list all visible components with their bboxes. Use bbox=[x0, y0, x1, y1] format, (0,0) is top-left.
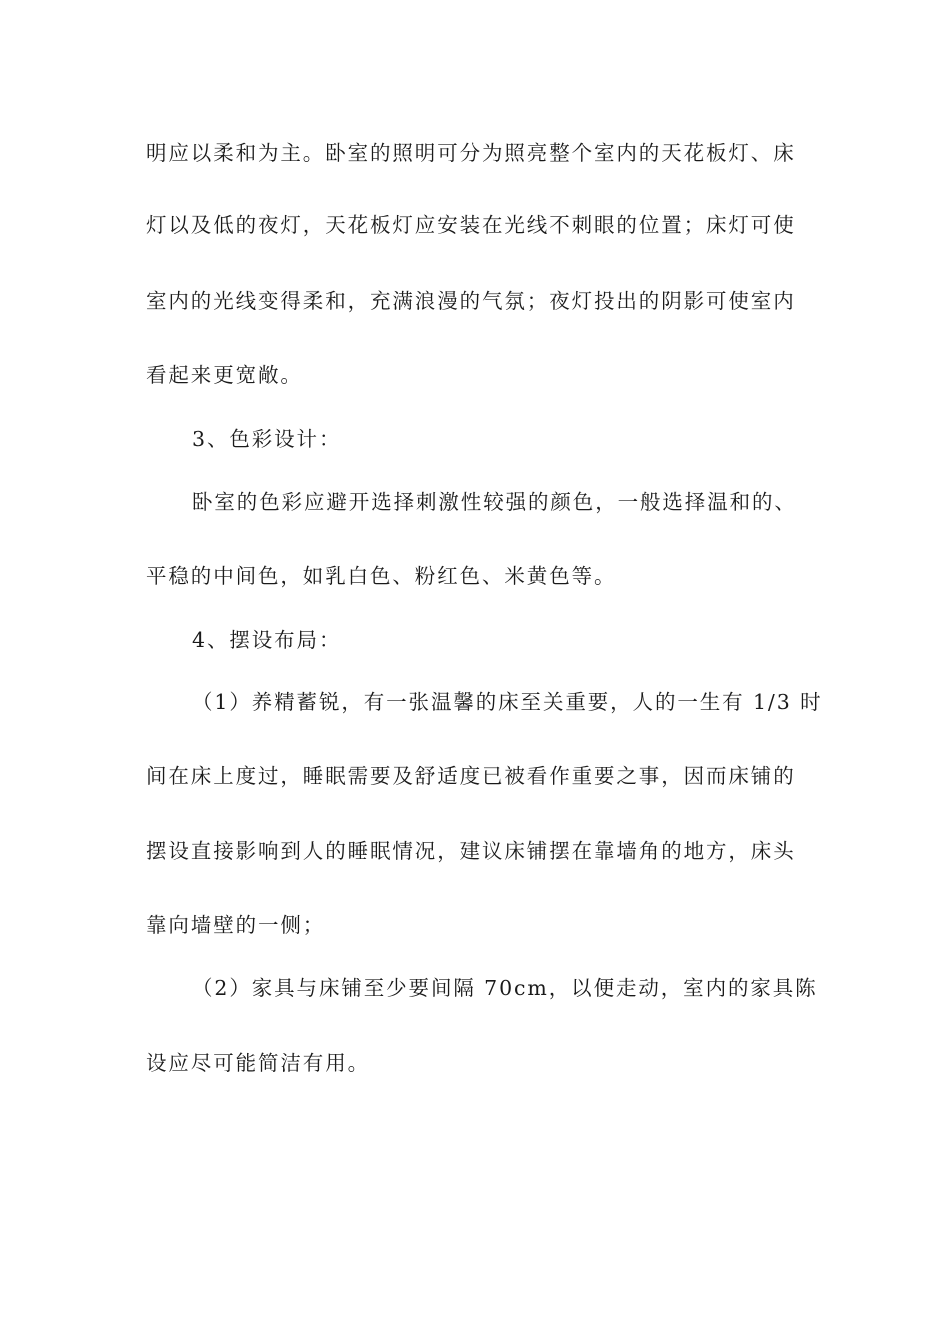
paragraph-line: 靠向墙壁的一侧； bbox=[146, 913, 326, 937]
paragraph-line: 摆设直接影响到人的睡眠情况，建议床铺摆在靠墙角的地方，床头 bbox=[146, 839, 796, 863]
paragraph-line: 灯以及低的夜灯，天花板灯应安装在光线不刺眼的位置；床灯可使 bbox=[146, 213, 796, 237]
paragraph-line: 看起来更宽敞。 bbox=[146, 363, 303, 387]
paragraph-line: 明应以柔和为主。卧室的照明可分为照亮整个室内的天花板灯、床 bbox=[146, 141, 796, 165]
paragraph-line: 平稳的中间色，如乳白色、粉红色、米黄色等。 bbox=[146, 564, 617, 588]
list-item-line: （1）养精蓄锐，有一张温馨的床至关重要，人的一生有 1/3 时 bbox=[192, 690, 823, 714]
paragraph-line: 卧室的色彩应避开选择刺激性较强的颜色，一般选择温和的、 bbox=[192, 490, 797, 514]
paragraph-line: 室内的光线变得柔和，充满浪漫的气氛；夜灯投出的阴影可使室内 bbox=[146, 289, 796, 313]
paragraph-line: 间在床上度过，睡眠需要及舒适度已被看作重要之事，因而床铺的 bbox=[146, 764, 796, 788]
section-heading-layout: 4、摆设布局： bbox=[192, 628, 342, 652]
paragraph-line: 设应尽可能简洁有用。 bbox=[146, 1051, 370, 1075]
list-item-line: （2）家具与床铺至少要间隔 70cm，以便走动，室内的家具陈 bbox=[192, 976, 818, 1000]
section-heading-color-design: 3、色彩设计： bbox=[192, 427, 342, 451]
